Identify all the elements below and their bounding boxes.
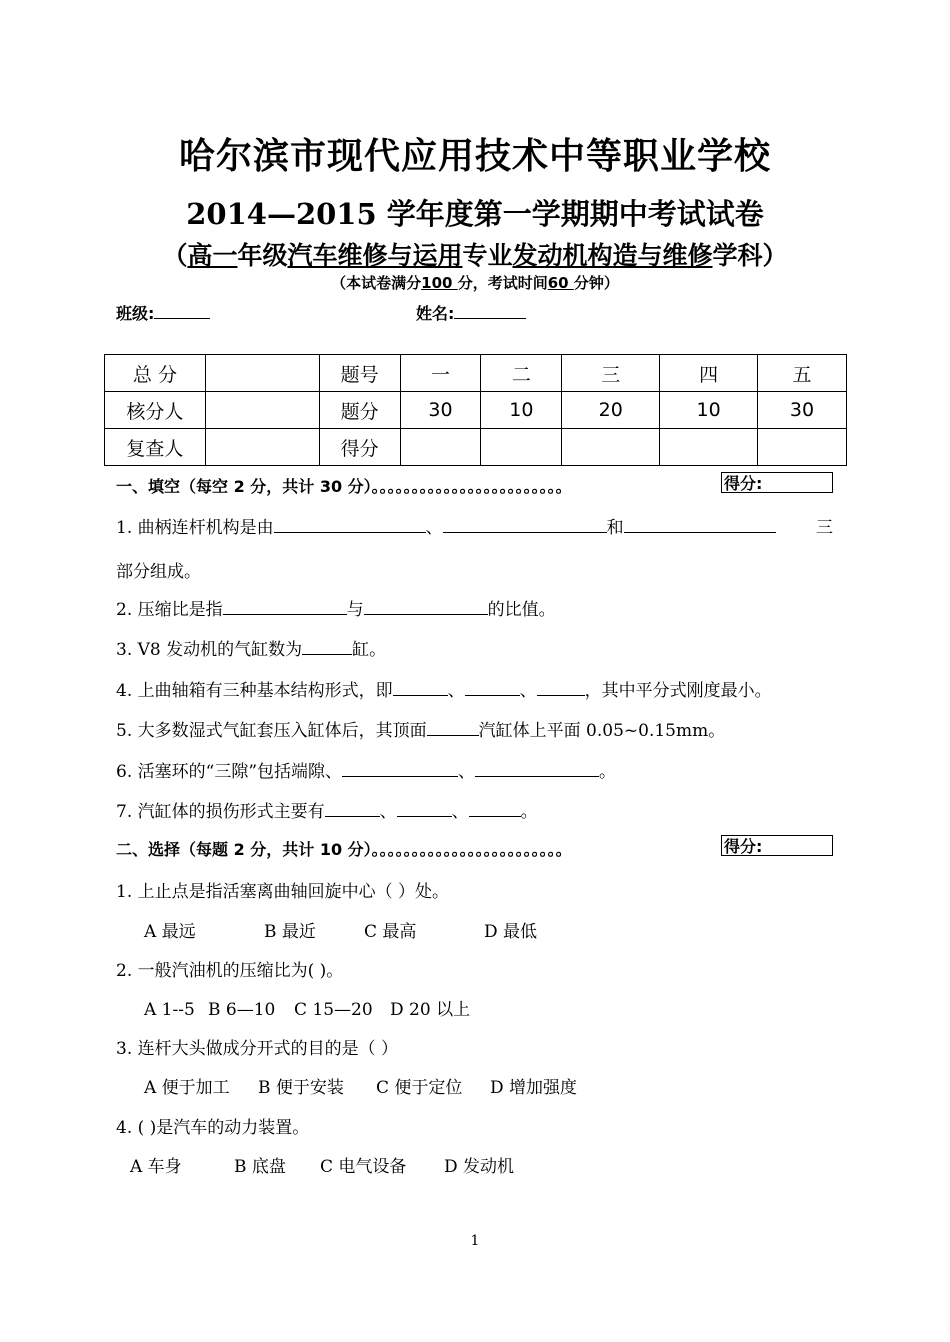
table-cell: 复查人: [105, 429, 206, 466]
table-cell[interactable]: [562, 429, 660, 466]
answer-blank[interactable]: [624, 531, 776, 533]
option-b[interactable]: B 最近: [264, 922, 316, 942]
name-label: 姓名:: [416, 304, 455, 323]
option-d[interactable]: D 增加强度: [490, 1078, 578, 1098]
exam-subtitle: [0, 236, 950, 272]
exam-note: [0, 272, 950, 293]
answer-blank[interactable]: [397, 815, 452, 817]
option-b[interactable]: B 底盘: [234, 1157, 286, 1177]
answer-blank[interactable]: [469, 815, 521, 817]
table-cell[interactable]: [205, 392, 319, 429]
option-c[interactable]: C 15—20: [294, 1000, 373, 1020]
question-text: 与: [346, 600, 364, 620]
table-cell: 总 分: [105, 355, 206, 392]
section2-score-box[interactable]: [721, 835, 833, 856]
fill-question-1: [116, 513, 776, 538]
class-label: 班级:: [116, 304, 155, 323]
option-a[interactable]: A 便于加工: [144, 1078, 230, 1098]
answer-blank[interactable]: [393, 694, 448, 696]
option-c[interactable]: C 便于定位: [376, 1078, 463, 1098]
page-number: 1: [470, 1233, 480, 1249]
score-box-label: 得分:: [724, 837, 763, 856]
grade-suffix: 年级: [237, 241, 288, 270]
section1-score-box[interactable]: [721, 472, 833, 493]
option-a[interactable]: A 最远: [144, 922, 196, 942]
question-text: 1. 曲柄连杆机构是由: [116, 518, 274, 538]
subtitle-open: （: [162, 241, 188, 270]
fill-question-1-cont: 部分组成。: [116, 562, 201, 582]
table-cell[interactable]: [660, 429, 758, 466]
score-box-label: 得分:: [724, 474, 763, 493]
option-a[interactable]: A 车身: [130, 1157, 182, 1177]
choice-options-2: [144, 995, 470, 1020]
grade-value: 高一: [187, 241, 238, 270]
option-c[interactable]: C 电气设备: [320, 1157, 407, 1177]
option-a[interactable]: A 1--5: [144, 1000, 195, 1020]
question-text: 的比值。: [487, 600, 556, 620]
answer-blank[interactable]: [342, 775, 458, 777]
choice-question-4: 4. ( )是汽车的动力装置。: [116, 1118, 310, 1138]
name-field[interactable]: [416, 301, 526, 324]
answer-blank[interactable]: [364, 613, 488, 615]
table-row: [105, 392, 847, 429]
table-cell[interactable]: [481, 429, 562, 466]
option-d[interactable]: D 发动机: [444, 1157, 515, 1177]
table-cell: 得分: [319, 429, 400, 466]
question-text: 、: [425, 518, 443, 538]
table-cell: 30: [400, 392, 481, 429]
table-cell[interactable]: [205, 355, 319, 392]
question-text: 和: [606, 518, 624, 538]
table-cell: 三: [562, 355, 660, 392]
answer-blank[interactable]: [465, 694, 520, 696]
fill-question-3: [116, 635, 386, 660]
option-b[interactable]: B 6—10: [208, 1000, 276, 1020]
question-text: ，其中平分式刚度最小。: [584, 681, 772, 701]
question-text: 、: [458, 762, 476, 782]
note-part1: （本试卷满分: [331, 274, 422, 292]
option-c[interactable]: C 最高: [364, 922, 417, 942]
major-value: 汽车维修与运用: [287, 241, 463, 270]
table-cell[interactable]: [400, 429, 481, 466]
question-text: 5. 大多数湿式气缸套压入缸体后，其顶面: [116, 721, 427, 741]
table-cell: 题分: [319, 392, 400, 429]
question-text: 缸。: [352, 640, 387, 660]
table-cell: 二: [481, 355, 562, 392]
full-score: 100: [421, 274, 458, 292]
question-text: 。: [599, 762, 617, 782]
fill-question-5: [116, 716, 725, 741]
answer-blank[interactable]: [223, 613, 347, 615]
choice-question-1: 1. 上止点是指活塞离曲轴回旋中心（ ）处。: [116, 882, 450, 902]
table-cell: 四: [660, 355, 758, 392]
exam-time: 60: [547, 274, 574, 292]
table-cell: 题号: [319, 355, 400, 392]
subject-suffix: 学科）: [712, 241, 788, 270]
option-b[interactable]: B 便于安装: [258, 1078, 344, 1098]
fill-question-4: [116, 676, 772, 701]
table-cell: 30: [758, 392, 847, 429]
question-text: 、: [379, 802, 397, 822]
answer-blank[interactable]: [427, 734, 479, 736]
answer-blank[interactable]: [443, 531, 607, 533]
note-part2: 分，考试时间: [457, 274, 548, 292]
class-field[interactable]: [116, 301, 210, 324]
major-suffix: 专业: [462, 241, 513, 270]
table-cell: 10: [481, 392, 562, 429]
question-text: 7. 汽缸体的损伤形式主要有: [116, 802, 325, 822]
fill-question-6: [116, 757, 616, 782]
table-cell: 一: [400, 355, 481, 392]
question-text: 、: [447, 681, 465, 701]
table-cell[interactable]: [758, 429, 847, 466]
answer-blank[interactable]: [325, 815, 380, 817]
question-text: 3. V8 发动机的气缸数为: [116, 640, 303, 660]
answer-blank[interactable]: [302, 653, 352, 655]
answer-blank[interactable]: [537, 694, 585, 696]
choice-question-3: 3. 连杆大头做成分开式的目的是（ ）: [116, 1039, 399, 1059]
option-d[interactable]: D 最低: [484, 922, 538, 942]
section1-title: 一、填空（每空 2 分，共计 30 分）。。。。。。。。。。。。。。。。。。。。。。。。: [116, 477, 572, 496]
table-cell: 核分人: [105, 392, 206, 429]
subject-value: 发动机构造与维修: [512, 241, 713, 270]
question-text: 2. 压缩比是指: [116, 600, 223, 620]
fill-question-2: [116, 595, 556, 620]
exam-title: 2014—2015 学年度第一学期期中考试试卷: [186, 197, 764, 231]
choice-options-3: [144, 1073, 577, 1098]
option-d[interactable]: D 20 以上: [390, 1000, 471, 1020]
choice-options-4: [130, 1152, 514, 1177]
table-cell: 20: [562, 392, 660, 429]
school-title: 哈尔滨市现代应用技术中等职业学校: [178, 136, 771, 177]
table-row: [105, 355, 847, 392]
note-part3: 分钟）: [573, 274, 619, 292]
question-text: 6. 活塞环的“三隙”包括端隙、: [116, 762, 343, 782]
score-table: [104, 354, 847, 466]
question-text: 、: [451, 802, 469, 822]
question-text: 。: [520, 802, 538, 822]
table-cell: 五: [758, 355, 847, 392]
choice-options-1: [144, 917, 537, 942]
table-cell[interactable]: [205, 429, 319, 466]
fill-question-7: [116, 797, 538, 822]
answer-blank[interactable]: [274, 531, 426, 533]
question-text: 4. 上曲轴箱有三种基本结构形式，即: [116, 681, 393, 701]
table-row: [105, 429, 847, 466]
fill-question-1-end: 三: [816, 518, 833, 538]
section2-title: 二、选择（每题 2 分，共计 10 分）。。。。。。。。。。。。。。。。。。。。。。。。: [116, 840, 572, 859]
choice-question-2: 2. 一般汽油机的压缩比为( )。: [116, 961, 344, 981]
answer-blank[interactable]: [475, 775, 599, 777]
question-text: 、: [519, 681, 537, 701]
question-text: 汽缸体上平面 0.05~0.15mm。: [478, 721, 726, 741]
table-cell: 10: [660, 392, 758, 429]
